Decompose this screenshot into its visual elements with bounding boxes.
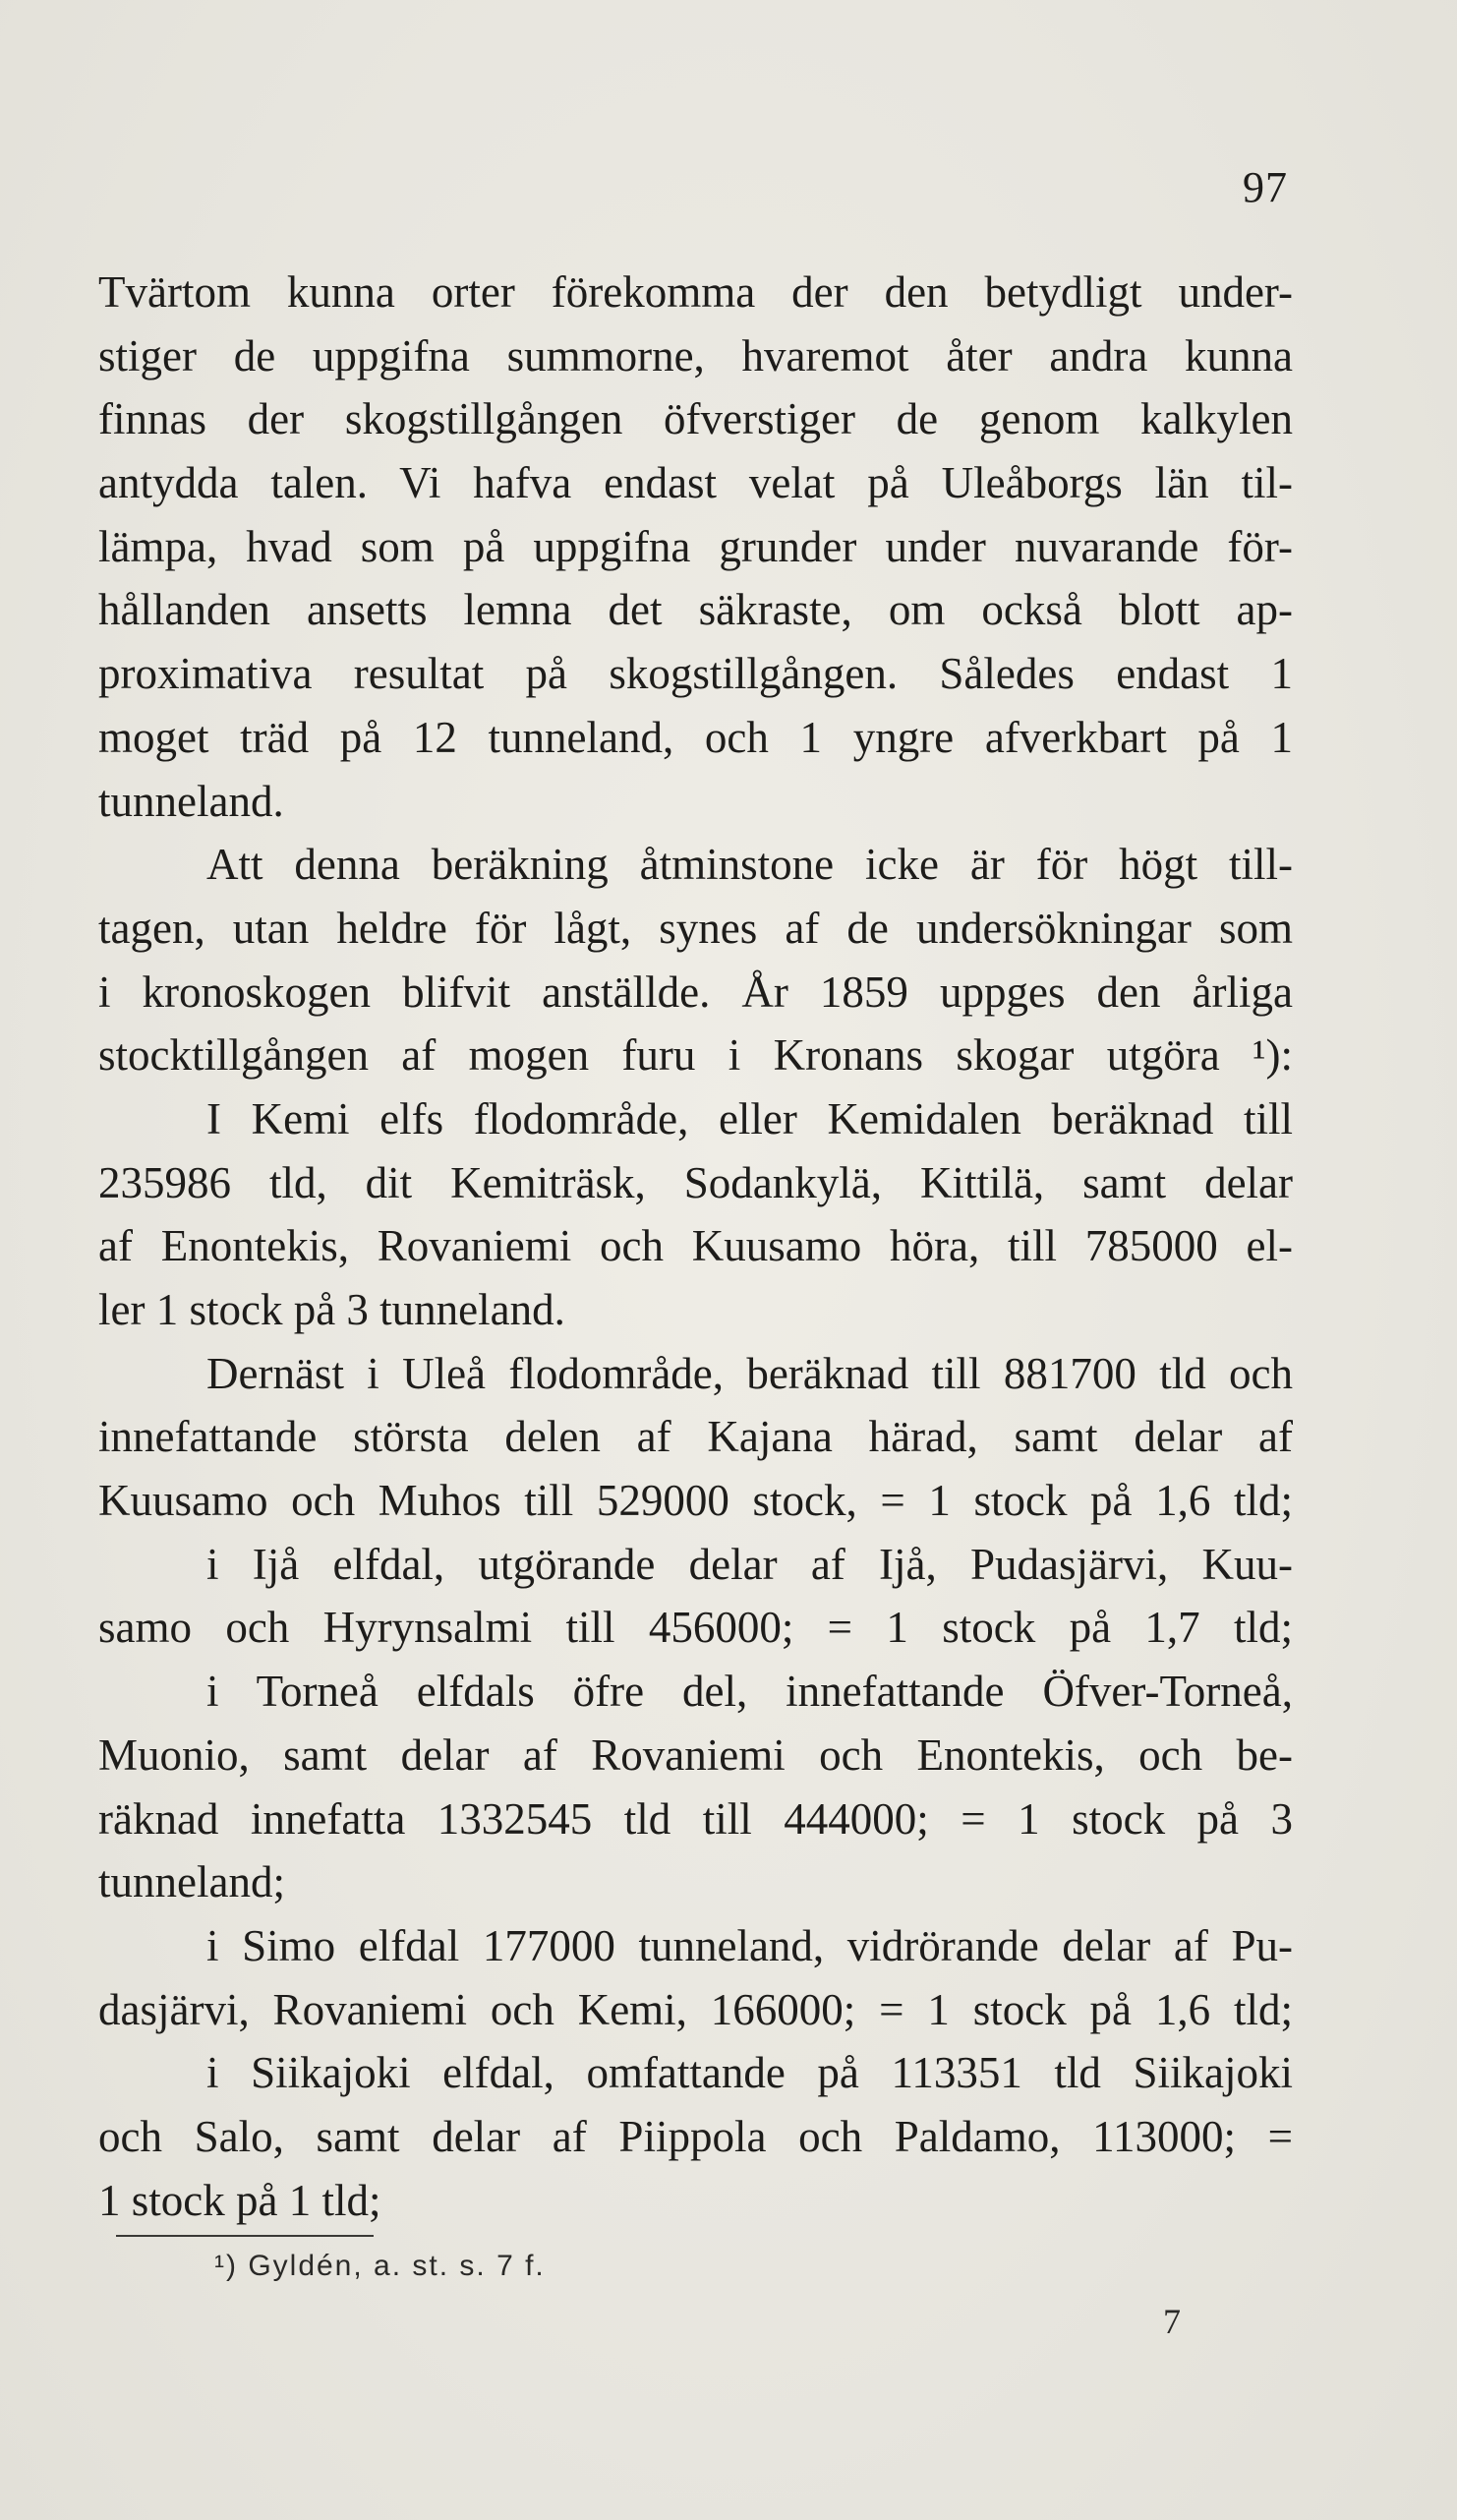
footnote: ¹) Gyldén, a. st. s. 7 f.: [214, 2250, 546, 2282]
text-line: 235986 tld, dit Kemiträsk, Sodankylä, Kittilä, samt delar: [98, 1157, 1293, 1207]
text-line: stiger de uppgifna summorne, hvaremot åter andra kunna: [98, 330, 1293, 381]
text-line: tunneland;: [98, 1857, 285, 1907]
text-line: tagen, utan heldre för lågt, synes af de undersökningar som: [98, 903, 1293, 953]
text-line: af Enontekis, Rovaniemi och Kuusamo höra, till 785000 el-: [98, 1221, 1293, 1271]
text-line: lämpa, hvad som på uppgifna grunder under nuvarande för-: [98, 521, 1293, 571]
text-line: stocktillgången af mogen furu i Kronans skogar utgöra ¹):: [98, 1030, 1293, 1081]
text-line: ler 1 stock på 3 tunneland.: [98, 1285, 565, 1334]
text-line: tunneland.: [98, 776, 284, 826]
text-line: dasjärvi, Rovaniemi och Kemi, 166000; = 1 stock på 1,6 tld;: [98, 1984, 1293, 2034]
text-line: innefattande största delen af Kajana härad, samt delar af: [98, 1412, 1293, 1462]
text-line: finnas der skogstillgången öfverstiger de genom kalkylen: [98, 394, 1293, 444]
footnote-rule: [116, 2235, 374, 2237]
text-line: hållanden ansetts lemna det säkraste, om också blott ap-: [98, 585, 1293, 635]
text-line: samo och Hyrynsalmi till 456000; = 1 stock på 1,7 tld;: [98, 1603, 1293, 1653]
text-line: I Kemi elfs flodområde, eller Kemidalen beräknad till: [206, 1093, 1293, 1143]
text-line: Tvärtom kunna orter förekomma der den betydligt under-: [98, 267, 1293, 317]
text-line: 1 stock på 1 tld;: [98, 2175, 381, 2225]
text-line: moget träd på 12 tunneland, och 1 yngre afverkbart på 1: [98, 712, 1293, 762]
text-line: proximativa resultat på skogstillgången. Således endast 1: [98, 649, 1293, 699]
text-line: räknad innefatta 1332545 tld till 444000; = 1 stock på 3: [98, 1793, 1293, 1844]
text-line: Kuusamo och Muhos till 529000 stock, = 1 stock på 1,6 tld;: [98, 1476, 1293, 1526]
text-line: antydda talen. Vi hafva endast velat på Uleåborgs län til-: [98, 458, 1293, 508]
body-text: [98, 261, 1293, 2232]
text-line: i Siikajoki elfdal, omfattande på 113351 tld Siikajoki: [206, 2048, 1293, 2098]
text-line: i Simo elfdal 177000 tunneland, vidrörande delar af Pu-: [206, 1920, 1293, 1970]
text-line: i Torneå elfdals öfre del, innefattande Öfver-Torneå,: [206, 1667, 1293, 1717]
page-number: 97: [1243, 163, 1288, 211]
text-line: Att denna beräkning åtminstone icke är för högt till-: [206, 840, 1293, 890]
text-line: i Ijå elfdal, utgörande delar af Ijå, Pudasjärvi, Kuu-: [206, 1539, 1293, 1589]
text-line: Muonio, samt delar af Rovaniemi och Enontekis, och be-: [98, 1729, 1293, 1780]
text-line: Dernäst i Uleå flodområde, beräknad till 881700 tld och: [206, 1348, 1293, 1398]
text-line: och Salo, samt delar af Piippola och Paldamo, 113000; =: [98, 2111, 1293, 2161]
text-line: i kronoskogen blifvit anställde. År 1859 uppges den årliga: [98, 967, 1293, 1017]
signature-mark: 7: [1163, 2302, 1181, 2341]
